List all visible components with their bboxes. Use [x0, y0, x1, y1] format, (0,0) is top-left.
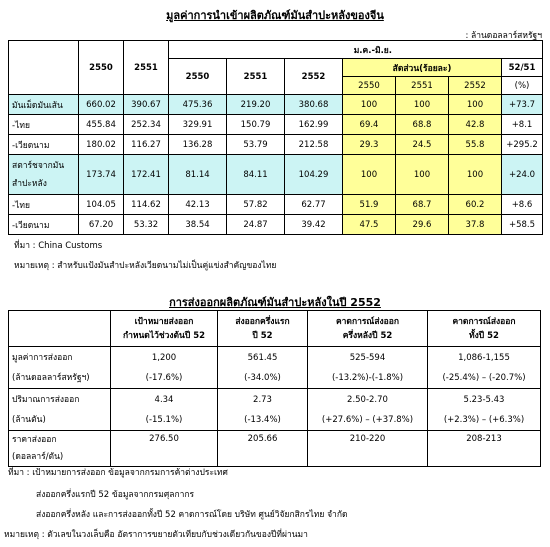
- cell: +295.2: [502, 135, 543, 155]
- cell: 57.82: [227, 195, 285, 215]
- cell: 136.28: [169, 135, 227, 155]
- cell: 276.50: [111, 431, 218, 467]
- row-label: [9, 347, 111, 389]
- cell: 39.42: [285, 215, 343, 235]
- row-label-line1: ราคาส่งออก: [12, 434, 57, 445]
- header-share: สัดส่วน(ร้อยละ): [343, 59, 502, 77]
- cell: 81.14: [169, 155, 227, 195]
- header-full-year-line2: ทั้งปี 52: [469, 330, 499, 341]
- cell-change: (+2.3%) – (+6.3%): [443, 414, 525, 425]
- cell: 208-213: [428, 431, 541, 467]
- cell: 380.68: [285, 95, 343, 115]
- cell: 455.84: [79, 115, 124, 135]
- cell: 100: [343, 155, 396, 195]
- footnote-source: ที่มา : เป้าหมายการส่งออก ข้อมูลจากกรมการค้าต่างประเทศ: [8, 468, 228, 478]
- cell: 114.62: [124, 195, 169, 215]
- cell: 55.8: [449, 135, 502, 155]
- cell-change: (-34.0%): [244, 372, 281, 383]
- cell: 219.20: [227, 95, 285, 115]
- cell: 100: [396, 95, 449, 115]
- footnote-first-half: ส่งออกครึ่งแรกปี 52 ข้อมูลจากกรมศุลกากร: [36, 490, 195, 500]
- cell: +58.5: [502, 215, 543, 235]
- cell: 47.5: [343, 215, 396, 235]
- cell: [111, 389, 218, 431]
- header-share-2550: 2550: [343, 77, 396, 95]
- cell: 42.8: [449, 115, 502, 135]
- row-label-line1: ปริมาณการส่งออก: [12, 394, 80, 405]
- cell: [218, 389, 308, 431]
- cell: +8.6: [502, 195, 543, 215]
- cell-change: (-13.4%): [244, 414, 281, 425]
- cell: [308, 347, 428, 389]
- row-label: [9, 389, 111, 431]
- table-row: [9, 115, 543, 135]
- header-period: ม.ค.-มิ.ย.: [169, 41, 543, 59]
- cell: 150.79: [227, 115, 285, 135]
- cell-value: 2.73: [253, 394, 272, 405]
- footnote-remark: หมายเหตุ : ตัวเลขในวงเล็บคือ อัตราการขยายตัวเทียบกับช่วงเดียวกันของปีที่ผ่านมา: [4, 530, 308, 540]
- cell: 116.27: [124, 135, 169, 155]
- header-share-2552: 2552: [449, 77, 502, 95]
- row-label: -เวียดนาม: [9, 215, 79, 235]
- cell: 69.4: [343, 115, 396, 135]
- header-blank: [9, 41, 79, 95]
- export-table-title: การส่งออกผลิตภัณฑ์มันสำปะหลังในปี 2552: [169, 296, 381, 309]
- cell: 104.29: [285, 155, 343, 195]
- cell: +73.7: [502, 95, 543, 115]
- header-change-pct: (%): [502, 77, 543, 95]
- cell: 100: [449, 155, 502, 195]
- cell: 24.5: [396, 135, 449, 155]
- unit-label: : ล้านดอลลาร์สหรัฐฯ: [465, 31, 542, 41]
- cell: 53.79: [227, 135, 285, 155]
- header-change: 52/51: [502, 59, 543, 77]
- header-period-2550: 2550: [169, 59, 227, 95]
- header-target-line1: เป้าหมายส่งออก: [134, 316, 194, 327]
- header-full-year: [428, 311, 541, 347]
- china-import-table: [8, 40, 543, 235]
- table-row: [9, 347, 541, 389]
- cell: +24.0: [502, 155, 543, 195]
- cell: 29.3: [343, 135, 396, 155]
- cell: 60.2: [449, 195, 502, 215]
- cell: 210-220: [308, 431, 428, 467]
- cell: 84.11: [227, 155, 285, 195]
- cell: 660.02: [79, 95, 124, 115]
- header-second-half-line2: ครึ่งหลังปี 52: [342, 330, 393, 341]
- cell: 100: [396, 155, 449, 195]
- header-year-2551: 2551: [124, 41, 169, 95]
- header-second-half-line1: คาดการณ์ส่งออก: [335, 316, 400, 327]
- cell-value: 4.34: [154, 394, 174, 405]
- cell: 180.02: [79, 135, 124, 155]
- table-row: [9, 215, 543, 235]
- cell: [428, 347, 541, 389]
- cell-value: 561.45: [247, 352, 278, 363]
- header-target-line2: กำหนดไว้ช่วงต้นปี 52: [122, 330, 206, 341]
- table-row: [9, 195, 543, 215]
- table-row: [9, 431, 541, 467]
- cell: [111, 347, 218, 389]
- header-period-2551: 2551: [227, 59, 285, 95]
- row-label-line1: มูลค่าการส่งออก: [12, 352, 73, 363]
- cell: 475.36: [169, 95, 227, 115]
- import-table-title: มูลค่าการนำเข้าผลิตภัณฑ์มันสำปะหลังของจีน: [166, 9, 384, 22]
- row-label-line2: สำปะหลัง: [12, 178, 47, 189]
- row-label: -ไทย: [9, 115, 79, 135]
- cell-change: (+27.6%) – (+37.8%): [321, 414, 414, 425]
- cell: 42.13: [169, 195, 227, 215]
- table-row: [9, 155, 543, 195]
- cell: 38.54: [169, 215, 227, 235]
- cell-change: (-15.1%): [145, 414, 183, 425]
- cell-value: 1,200: [151, 352, 177, 363]
- header-second-half: [308, 311, 428, 347]
- cell: 100: [343, 95, 396, 115]
- header-share-2551: 2551: [396, 77, 449, 95]
- header-first-half-line2: ปี 52: [252, 330, 273, 341]
- cell: 51.9: [343, 195, 396, 215]
- row-label-line1: สตาร์ชจากมัน: [12, 160, 65, 171]
- header-target: [111, 311, 218, 347]
- cell: +8.1: [502, 115, 543, 135]
- table-row: [9, 389, 541, 431]
- cell: 390.67: [124, 95, 169, 115]
- header-first-half-line1: ส่งออกครึ่งแรก: [235, 316, 290, 327]
- cell: [428, 389, 541, 431]
- cell: [308, 389, 428, 431]
- cell: 68.7: [396, 195, 449, 215]
- footnote-forecast: ส่งออกครึ่งหลัง และการส่งออกทั้งปี 52 คาดการณ์โดย บริษัท ศูนย์วิจัยกสิกรไทย จำกัด: [36, 510, 348, 520]
- row-label: [9, 155, 79, 195]
- cell: 100: [449, 95, 502, 115]
- row-label-line2: (ดอลลาร์/ตัน): [12, 451, 64, 462]
- header-period-2552: 2552: [285, 59, 343, 95]
- cell-change: (-13.2%)-(-1.8%): [331, 372, 404, 383]
- cell: 173.74: [79, 155, 124, 195]
- cell: 37.8: [449, 215, 502, 235]
- cell: 329.91: [169, 115, 227, 135]
- export-forecast-table: [8, 310, 541, 467]
- header-first-half: [218, 311, 308, 347]
- cell: 29.6: [396, 215, 449, 235]
- row-label-line2: (ล้านดอลลาร์สหรัฐฯ): [12, 372, 90, 383]
- header-year-2550: 2550: [79, 41, 124, 95]
- cell-change: (-17.6%): [145, 372, 183, 383]
- cell-value: 525-594: [349, 352, 386, 363]
- cell: 172.41: [124, 155, 169, 195]
- cell-change: (-25.4%) – (-20.7%): [442, 372, 526, 383]
- source-note: ที่มา : China Customs: [14, 241, 103, 251]
- header-full-year-line1: คาดการณ์ส่งออก: [452, 316, 516, 327]
- cell: 67.20: [79, 215, 124, 235]
- cell: 68.8: [396, 115, 449, 135]
- row-label-line2: (ล้านตัน): [12, 414, 46, 425]
- cell: 53.32: [124, 215, 169, 235]
- cell: [218, 347, 308, 389]
- header-blank: [9, 311, 111, 347]
- row-label: -ไทย: [9, 195, 79, 215]
- cell: 162.99: [285, 115, 343, 135]
- row-label: [9, 431, 111, 467]
- table-row: [9, 95, 543, 115]
- cell: 205.66: [218, 431, 308, 467]
- row-label: มันเม็ดมันเส้น: [9, 95, 79, 115]
- row-label: -เวียดนาม: [9, 135, 79, 155]
- cell-value: 2.50-2.70: [347, 394, 388, 405]
- cell: 252.34: [124, 115, 169, 135]
- table-row: [9, 135, 543, 155]
- cell: 104.05: [79, 195, 124, 215]
- cell-value: 1,086-1,155: [458, 352, 510, 363]
- cell: 62.77: [285, 195, 343, 215]
- cell-value: 5.23-5.43: [463, 394, 505, 405]
- remark-note: หมายเหตุ : สำหรับแป้งมันสำปะหลังเวียดนามไม่เป็นคู่แข่งสำคัญของไทย: [14, 261, 277, 271]
- cell: 24.87: [227, 215, 285, 235]
- cell: 212.58: [285, 135, 343, 155]
